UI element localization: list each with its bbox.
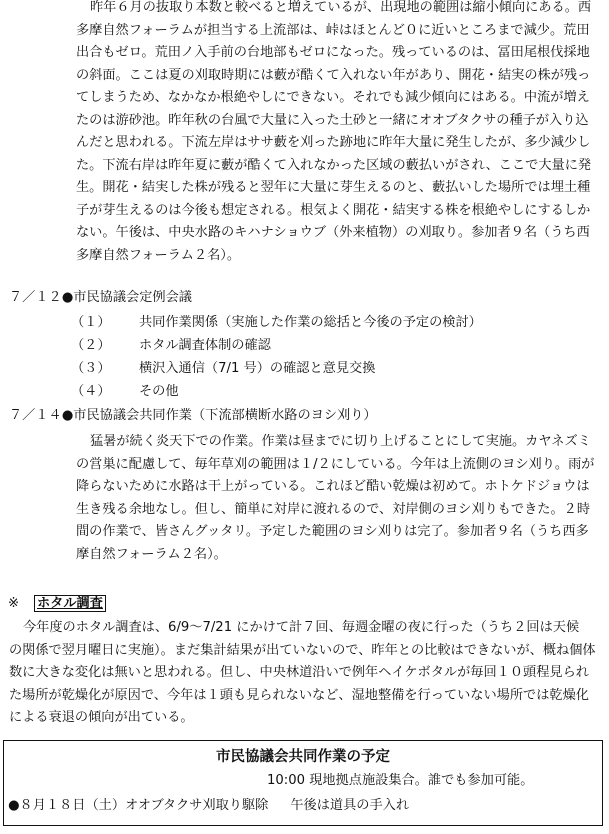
schedule-note: 10:00 現地拠点施設集合。誰でも参加可能。 <box>267 773 534 788</box>
agenda-text: その他 <box>139 384 179 399</box>
event-afternoon: 午後は道具の手入れ <box>290 798 410 813</box>
event-main: ●８月１８日（土）オオブタクサ刈取り駆除 <box>8 798 269 813</box>
agenda-item <box>71 382 179 402</box>
text-line: 降らないために水路は干上がっている。これほど酷い乾燥は初めて。ホトケドジョウは <box>76 479 590 494</box>
agenda-text: 横沢入通信（7/1 号）の確認と意見交換 <box>139 361 376 376</box>
firefly-paragraph <box>9 617 603 730</box>
text-line: んだと思われる。下流左岸はササ藪を刈った跡地に昨年大量に発生したが、多少減少し <box>76 135 591 150</box>
text-line: ない。午後は、中央水路のキハナショウブ（外来植物）の刈取り。参加者９名（うち西 <box>76 225 590 240</box>
text-line: 間の作業で、皆さんグッタリ。予定した範囲のヨシ刈りは完了。参加者９名（うち西多 <box>76 524 589 539</box>
schedule-event <box>8 794 409 813</box>
agenda-item <box>71 336 271 356</box>
text-line: 生き残る余地なし。但し、簡単に対岸に渡れるので、対岸側のヨシ刈りもできた。２時 <box>76 501 591 517</box>
agenda-number: （４） <box>71 384 111 399</box>
schedule-title: 市民協議会共同作業の予定 <box>216 749 390 765</box>
text-line: 昨年６月の抜取り本数と較べると増えているが、出現地の範囲は縮小傾向にある。西 <box>90 0 592 15</box>
text-line: 多摩自然フォーラムが担当する上流部は、峠はほとんど０に近いところまで減少。荒田 <box>76 22 590 38</box>
reference-mark: ※ <box>8 596 20 611</box>
agenda-number: （１） <box>71 315 111 330</box>
schedule-box <box>3 740 603 826</box>
text-line: 今年度のホタル調査は、6/9〜7/21 にかけて計７回、毎週金曜の夜に行った（うち２回は天候 <box>23 620 580 635</box>
text-line: 多摩自然フォーラム２名）。 <box>76 247 241 263</box>
meeting-heading: ７／１２●市民協議会定例会議 <box>9 290 192 305</box>
intro-paragraph <box>76 0 602 267</box>
section-title: ホタル調査 <box>34 595 106 612</box>
text-line: 数に大きな変化は無いと思われる。但し、中央林道沿いで例年ヘイケボタルが毎回１０頭程見られ <box>9 665 589 680</box>
text-line: 生。開花・結実した株が残ると翌年に大量に芽生えるのと、藪払いした場所では埋土種 <box>76 180 591 195</box>
text-line: 出合もゼロ。荒田ノ入手前の台地部もゼロになった。残っているのは、冨田尾根伐採地 <box>76 45 590 60</box>
agenda-number: （３） <box>71 361 111 376</box>
text-line: による衰退の傾向が出ている。 <box>9 710 194 725</box>
text-line: の関係で翌月曜日に実施）。まだ集計結果が出ていないので、昨年との比較はできないが、概ね個体 <box>9 642 596 658</box>
agenda-item <box>71 313 482 333</box>
firefly-section-heading <box>8 594 106 614</box>
text-line: てしまうため、なかなか根絶やしにできない。それでも減少傾向にはある。中流が増え <box>76 90 590 105</box>
text-line: の営巣に配慮して、毎年草刈の範囲は１/２にしている。今年は上流側のヨシ刈り。雨が <box>76 456 595 472</box>
work-paragraph <box>76 431 602 566</box>
agenda-text: ホタル調査体制の確認 <box>139 338 271 353</box>
text-line: たのは游砂池。昨年秋の台風で大量に入った土砂と一緒にオオブタクサの種子が入り込 <box>76 112 589 128</box>
text-line: た場所が乾燥化が原因で、今年は１頭も見られないなど、湿地整備を行っていない場所では乾燥化 <box>9 687 589 703</box>
text-line: た。下流右岸は昨年夏に藪が酷くて入れなかった区域の藪払いがされ、ここで大量に発 <box>76 157 592 173</box>
text-line: 摩自然フォーラム２名）。 <box>76 546 227 562</box>
text-line: 猛暑が続く炎天下での作業。作業は昼までに切り上げることにして実施。カヤネズミ <box>90 434 591 449</box>
text-line: の斜面。ここは夏の刈取時期には藪が酷くて入れない年があり、開花・結実の株が残っ <box>76 67 591 83</box>
text-line: 子が芽生えるのは今後も想定される。根気よく開花・結実する株を根絶やしにするしか <box>76 202 591 218</box>
agenda-item <box>71 359 375 379</box>
agenda-text: 共同作業関係（実施した作業の総括と今後の予定の検討） <box>139 315 482 330</box>
agenda-number: （２） <box>71 338 111 353</box>
work-heading: ７／１４●市民協議会共同作業（下流部横断水路のヨシ刈り） <box>9 408 377 423</box>
